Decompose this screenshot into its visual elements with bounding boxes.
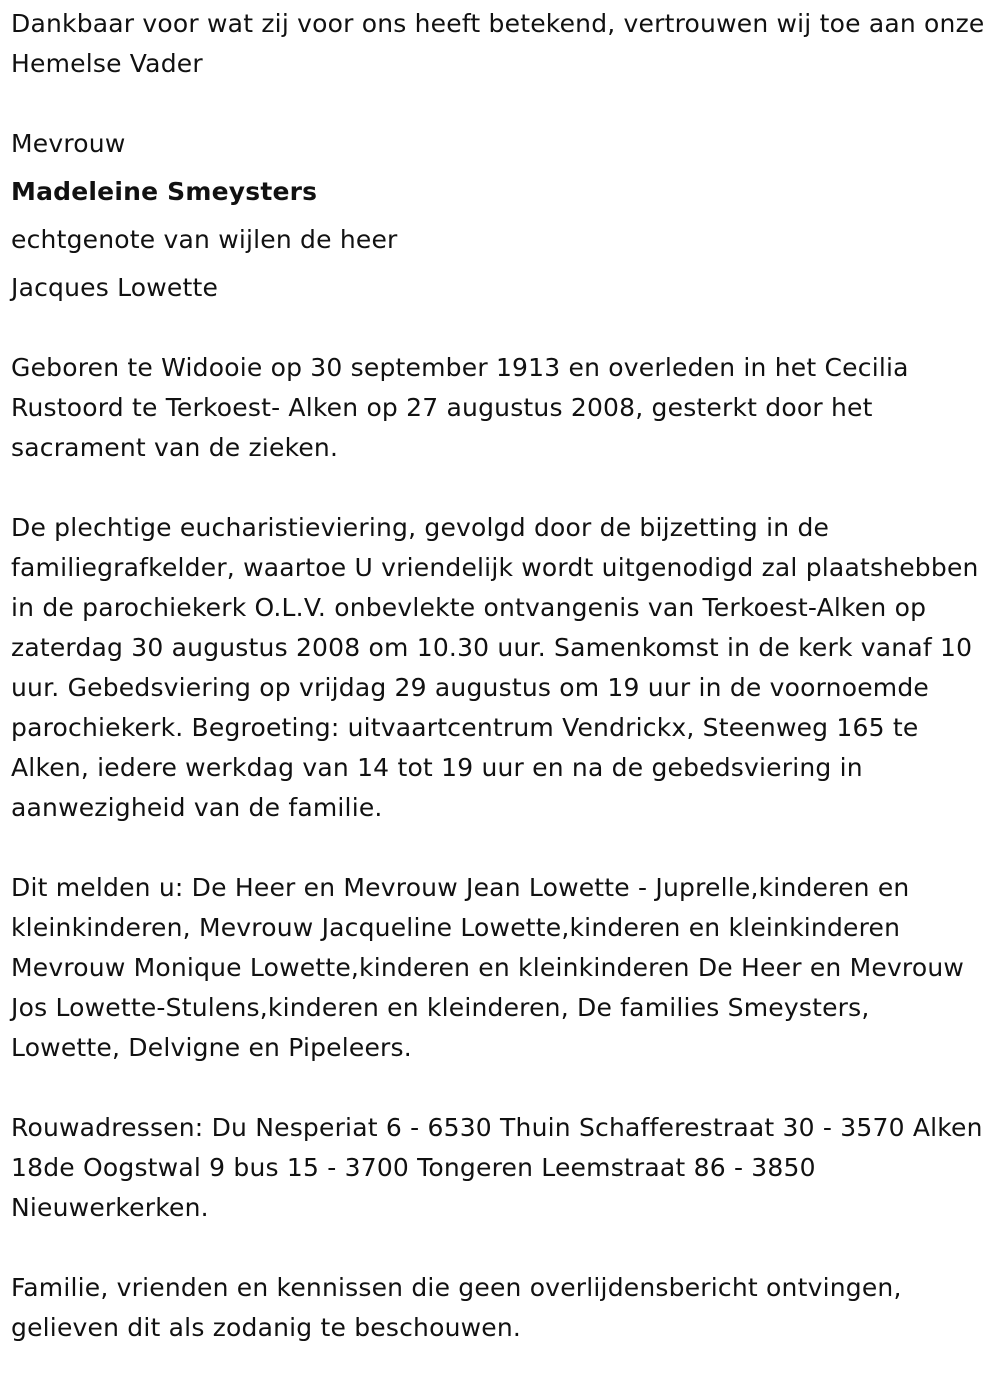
- intro-text: Dankbaar voor wat zij voor ons heeft betekend, vertrouwen wij toe aan onze Hemelse Vader: [11, 9, 985, 78]
- birth-death-text: Geboren te Widooie op 30 september 1913 en overleden in het Cecilia Rustoord te Terkoest- Alken op 27 augustus 2008, gesterkt door het sacrament van de zieken.: [11, 353, 909, 462]
- addresses-text: Rouwadressen: Du Nesperiat 6 - 6530 Thuin Schafferestraat 30 - 3570 Alken 18de Oogstwal 9 bus 15 - 3700 Tongeren Leemstraat 86 - 3850 Nieuwerkerken.: [11, 1113, 983, 1222]
- ceremony-text: De plechtige eucharistieviering, gevolgd door de bijzetting in de familiegrafkelder, waartoe U vriendelijk wordt uitgenodigd zal plaatshebben in de parochiekerk O.L.V. onbevlekte ontvangenis van Terkoest-Alken op zaterdag 30 augustus 2008 om 10.30 uur. Samenkomst in de kerk vanaf 10 uur. Gebedsviering op vrijdag 29 augustus om 19 uur in de voornoemde parochiekerk. Begroeting: uitvaartcentrum Vendrickx, Steenweg 165 te Alken, iedere werkdag van 14 tot 19 uur en na de gebedsviering in aanwezigheid van de familie.: [11, 513, 979, 822]
- family-text: Dit melden u: De Heer en Mevrouw Jean Lowette - Juprelle,kinderen en kleinkinderen, Mevrouw Jacqueline Lowette,kinderen en kleinkinderen Mevrouw Monique Lowette,kinderen en kleinkinderen De Heer en Mevrouw Jos Lowette-Stulens,kinderen en kleinderen, De families Smeysters, Lowette, Delvigne en Pipeleers.: [11, 873, 965, 1062]
- deceased-name: Madeleine Smeysters: [11, 177, 318, 206]
- salutation: Mevrouw: [11, 129, 126, 158]
- deceased-block: [11, 124, 986, 308]
- obituary-notice: [11, 4, 986, 1388]
- relation-text: echtgenote van wijlen de heer: [11, 225, 398, 254]
- closing-text: Familie, vrienden en kennissen die geen overlijdensbericht ontvingen, gelieven dit als zodanig te beschouwen.: [11, 1273, 902, 1342]
- spouse-name: Jacques Lowette: [11, 273, 219, 302]
